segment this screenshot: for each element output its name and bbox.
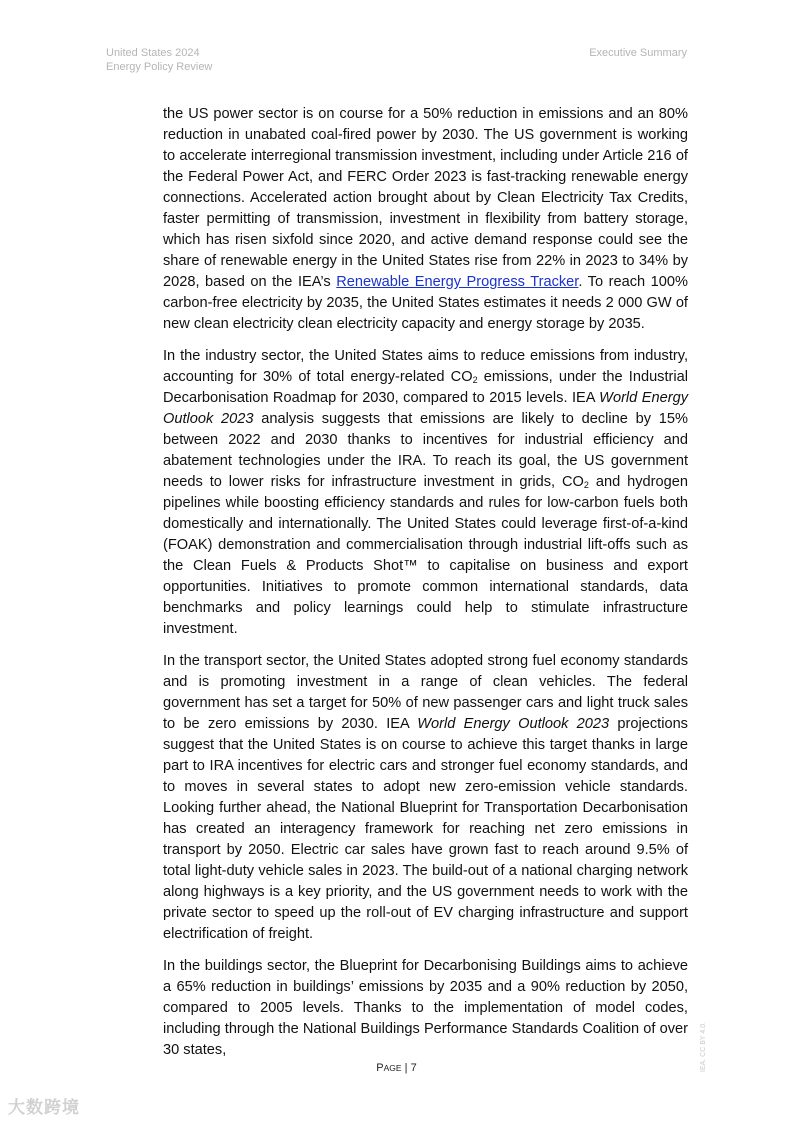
text-segment: In the industry sector, the United States aims to reduce emissions from industry, accounting for 30% of total energy-related CO: [163, 348, 688, 385]
text-segment: analysis suggests that emissions are likely to decline by 15% between 2022 and 2030 thanks to incentives for industrial efficiency and abatement technologies under the IRA. To reach its goal, the US government needs to lower risks for infrastructure investment in grids, CO: [163, 411, 688, 490]
text-segment: the US power sector is on course for a 50% reduction in emissions and an 80% reduction in unabated coal-fired power by 2030. The US government is working to accelerate interregional transmission investment, including under Article 216 of the Federal Power Act, and FERC Order 2023 is fast-tracking renewable energy connections. Accelerated action brought about by Clean Electricity Tax Credits, faster permitting of transmission, investment in flexibility from battery storage, which has risen sixfold since 2020, and active demand response could see the share of renewable energy in the United States rise from 22% in 2023 to 34% by 2028, based on the IEA’s: [163, 106, 688, 290]
body-text: [163, 104, 688, 1072]
separator: |: [404, 1062, 408, 1074]
text-segment: In the buildings sector, the Blueprint for Decarbonising Buildings aims to achieve a 65% reduction in buildings’ emissions by 2035 and a 90% reduction by 2050, compared to 2005 levels. Thanks to the implementation of model codes, including through the National Buildings Performance Standards Coalition of over 30 states,: [163, 958, 688, 1058]
paragraph-industry: [163, 346, 688, 640]
report-title-line1: United States 2024: [106, 47, 200, 59]
renewable-tracker-link[interactable]: Renewable Energy Progress Tracker: [336, 274, 579, 290]
text-segment: In the transport sector, the United States adopted strong fuel economy standards and is promoting investment in a range of clean vehicles. The federal government has set a target for 50% of new passenger cars and light truck sales to be zero emissions by 2030. IEA: [163, 653, 688, 732]
text-segment: projections suggest that the United States is on course to achieve this target thanks in large part to IRA incentives for electric cars and stronger fuel economy standards, and to moves in several states to adopt new zero-emission vehicle standards. Looking further ahead, the National Blueprint for Transportation Decarbonisation has created an interagency framework for reaching net zero emissions in transport by 2050. Electric car sales have grown fast to reach around 9.5% of total light-duty vehicle sales in 2023. The build-out of a national charging network along highways is a key priority, and the US government needs to work with the private sector to speed up the roll-out of EV charging infrastructure and support electrification of freight.: [163, 716, 688, 942]
text-segment: and hydrogen pipelines while boosting efficiency standards and rules for low-carbon fuels both domestically and internationally. The United States could leverage first-of-a-kind (FOAK) demonstration and commercialisation through industrial lift-offs such as the Clean Fuels & Products Shot™ to capitalise on business and export opportunities. Initiatives to promote common international standards, data benchmarks and policy learnings could help to stimulate infrastructure investment.: [163, 474, 688, 637]
paragraph-buildings: [163, 956, 688, 1061]
page-label: [376, 1062, 401, 1074]
text-segment: . To reach 100% carbon-free electricity by 2035, the United States estimates it needs 2 000 GW of new clean electricity clean electricity capacity and energy storage by 2035.: [163, 274, 688, 332]
license-note: IEA. CC BY 4.0.: [700, 1021, 707, 1072]
publication-title: World Energy Outlook 2023: [163, 390, 688, 427]
paragraph-power: [163, 104, 688, 335]
paragraph-transport: [163, 651, 688, 945]
page-footer: [0, 1062, 793, 1074]
watermark-logo: 大数跨境: [8, 1098, 80, 1117]
page-label-initial: P: [376, 1062, 384, 1074]
running-header-left: [106, 46, 212, 74]
subscript: 2: [583, 480, 589, 490]
page-number: 7: [410, 1062, 417, 1074]
page-label-rest: AGE: [383, 1063, 402, 1073]
subscript: 2: [472, 375, 478, 385]
publication-title: World Energy Outlook 2023: [417, 716, 610, 732]
report-title-line2: Energy Policy Review: [106, 61, 213, 73]
section-title: Executive Summary: [589, 47, 687, 59]
text-segment: emissions, under the Industrial Decarbonisation Roadmap for 2030, compared to 2015 levels. IEA: [163, 369, 688, 406]
